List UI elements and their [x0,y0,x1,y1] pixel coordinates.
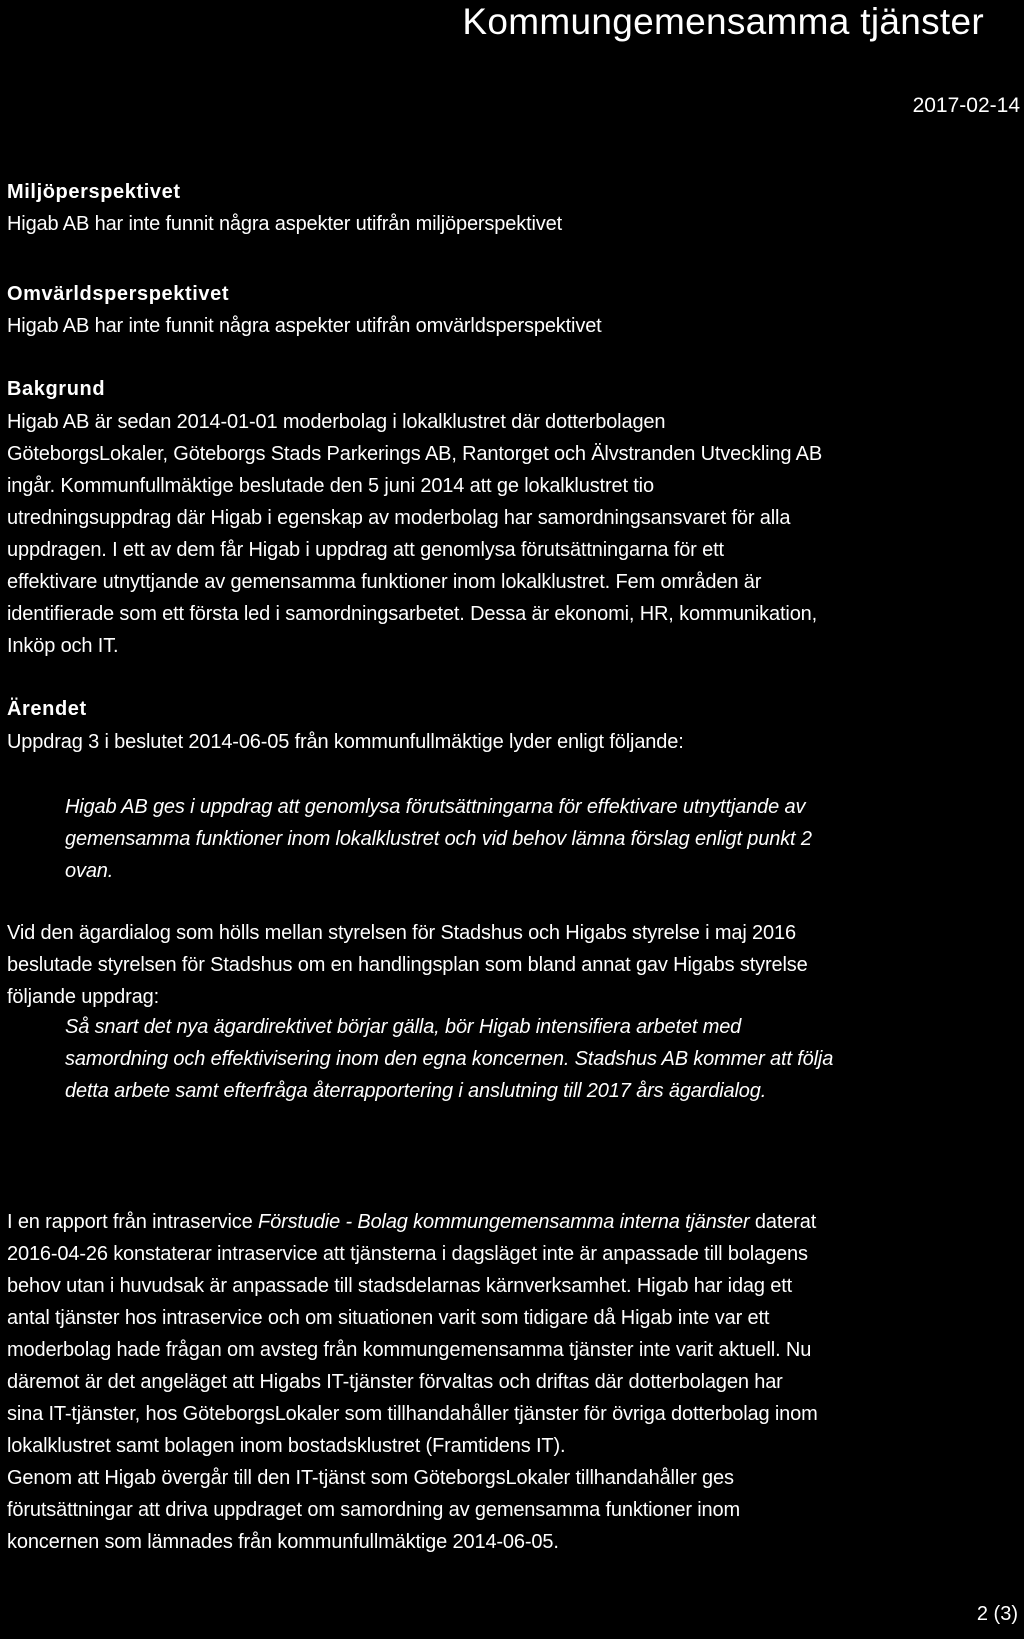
quote-line: detta arbete samt efterfråga återrapportering i anslutning till 2017 års ägardialog. [65,1080,767,1102]
section-heading-miljoperspektivet: Miljöperspektivet [7,181,181,203]
section-heading-omvarldsperspektivet: Omvärldsperspektivet [7,283,230,305]
section-text-omvarldsperspektivet: Higab AB har inte funnit några aspekter utifrån omvärldsperspektivet [7,315,602,337]
page-number: 2 (3) [976,1603,1018,1625]
text-line: lokalklustret samt bolagen inom bostadsklustret (Framtidens IT). [7,1435,566,1457]
quote-line: Higab AB ges i uppdrag att genomlysa förutsättningarna för effektivare utnyttjande av [65,796,806,818]
quote-line: gemensamma funktioner inom lokalklustret och vid behov lämna förslag enligt punkt 2 [65,828,812,850]
text-line: uppdragen. I ett av dem får Higab i uppdrag att genomlysa förutsättningarna för ett [7,539,724,561]
document-date: 2017-02-14 [912,94,1020,117]
text-line: utredningsuppdrag där Higab i egenskap av moderbolag har samordningsansvaret för alla [7,507,791,529]
text-line: GöteborgsLokaler, Göteborgs Stads Parkerings AB, Rantorget och Älvstranden Utveckling AB [7,443,823,465]
text-line: moderbolag hade frågan om avsteg från kommungemensamma tjänster inte varit aktuell. Nu [7,1339,812,1361]
text-line: beslutade styrelsen för Stadshus om en handlingsplan som bland annat gav Higabs styrelse [7,954,808,976]
text-line: Inköp och IT. [7,635,119,657]
text-line: följande uppdrag: [7,986,160,1008]
text-line [7,1206,1019,1238]
text-line: förutsättningar att driva uppdraget om samordning av gemensamma funktioner inom [7,1499,740,1521]
text-line: koncernen som lämnades från kommunfullmäktige 2014-06-05. [7,1531,559,1553]
text-line: Genom att Higab övergår till den IT-tjänst som GöteborgsLokaler tillhandahåller ges [7,1467,734,1489]
text-line: Vid den ägardialog som hölls mellan styrelsen för Stadshus och Higabs styrelse i maj 2016 [7,922,796,944]
section-text-miljoperspektivet: Higab AB har inte funnit några aspekter utifrån miljöperspektivet [7,213,563,235]
text-line: däremot är det angeläget att Higabs IT-tjänster förvaltas och driftas där dotterbolagen har [7,1371,783,1393]
text-line: behov utan i huvudsak är anpassade till stadsdelarnas kärnverksamhet. Higab har idag ett [7,1275,793,1297]
text-line: antal tjänster hos intraservice och om situationen varit som tidigare då Higab inte var ett [7,1307,770,1329]
quote-line: ovan. [65,860,114,882]
page-header-title: Kommungemensamma tjänster [462,1,984,42]
text-line: identifierade som ett första led i samordningsarbetet. Dessa är ekonomi, HR, kommunikation, [7,603,818,625]
text-line: Higab AB är sedan 2014-01-01 moderbolag i lokalklustret där dotterbolagen [7,411,666,433]
text-line: ingår. Kommunfullmäktige beslutade den 5 juni 2014 att ge lokalklustret tio [7,475,654,497]
section-text-bakgrund [7,406,1019,662]
text-line: sina IT-tjänster, hos GöteborgsLokaler som tillhandahåller tjänster för övriga dotterbolag inom [7,1403,818,1425]
paragraph-agardialog [7,917,1019,1013]
section-heading-arendet: Ärendet [7,698,87,720]
arendet-intro: Uppdrag 3 i beslutet 2014-06-05 från kommunfullmäktige lyder enligt följande: [7,731,684,753]
report-title: Förstudie - Bolag kommungemensamma interna tjänster [258,1211,750,1233]
paragraph-intraservice [7,1206,1019,1558]
quote-uppdrag-3 [65,791,1015,887]
section-heading-bakgrund: Bakgrund [7,378,106,400]
text-run: I en rapport från intraservice [7,1211,259,1233]
quote-line: samordning och effektivisering inom den egna koncernen. Stadshus AB kommer att följa [65,1048,834,1070]
text-run: daterat [749,1211,817,1233]
text-line: effektivare utnyttjande av gemensamma funktioner inom lokalklustret. Fem områden är [7,571,762,593]
quote-stadshus [65,1011,1015,1107]
text-line: 2016-04-26 konstaterar intraservice att tjänsterna i dagsläget inte är anpassade till bolagens [7,1243,808,1265]
quote-line: Så snart det nya ägardirektivet börjar gälla, bör Higab intensifiera arbetet med [65,1016,742,1038]
